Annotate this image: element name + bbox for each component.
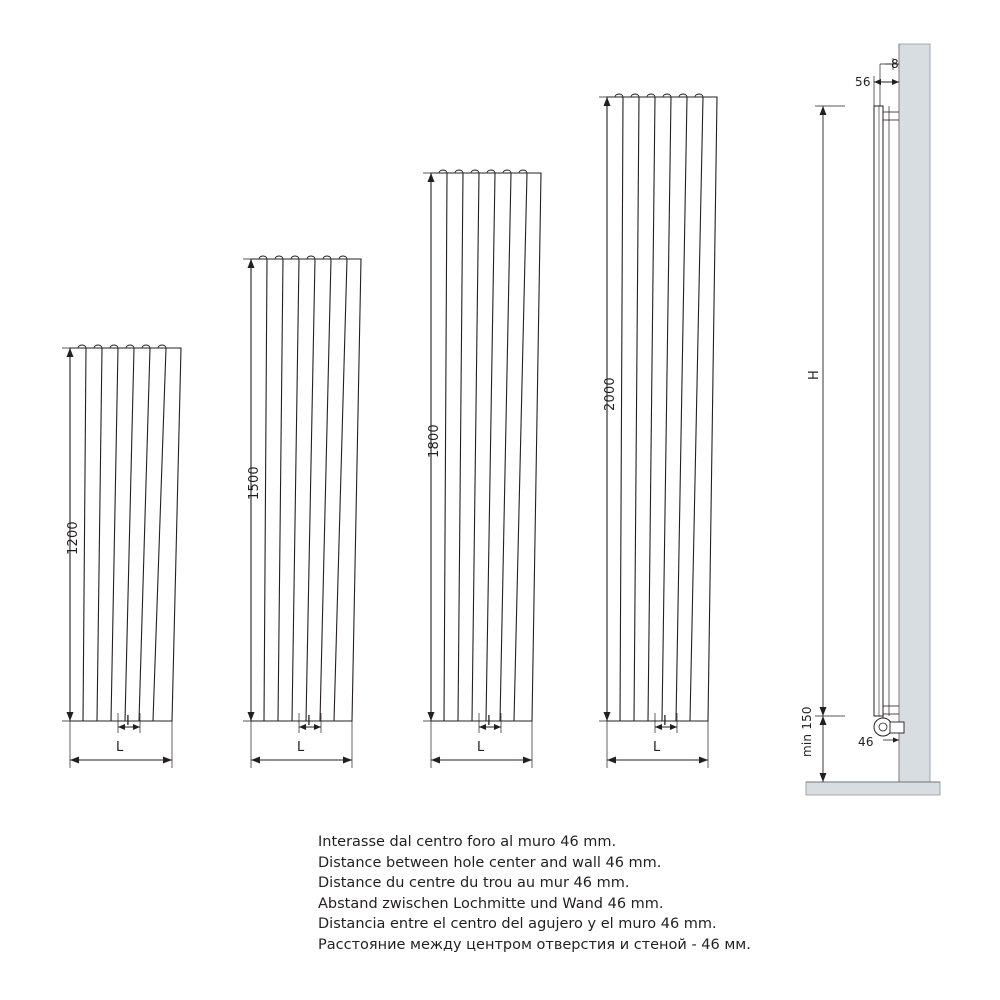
width-label-2000: L xyxy=(653,740,661,755)
width-label-1500: L xyxy=(297,740,305,755)
radiator-2000 xyxy=(599,94,717,768)
height-label-2000: 2000 xyxy=(603,377,618,411)
radiator-1800 xyxy=(423,170,541,768)
side-height-label: H xyxy=(807,370,822,380)
height-label-1800: 1800 xyxy=(427,424,442,458)
interaxis-label-2000: I xyxy=(663,714,668,729)
panel-thickness-label: 8 xyxy=(891,57,899,71)
interaxis-label-1200: I xyxy=(126,714,131,729)
caption-fr: Distance du centre du trou au mur 46 mm. xyxy=(318,875,630,891)
caption-de: Abstand zwischen Lochmitte und Wand 46 mm. xyxy=(318,895,664,912)
caption-ru: Расстояние между центром отверстия и стеной - 46 мм. xyxy=(318,936,751,953)
side-view xyxy=(806,44,940,795)
interaxis-label-1500: I xyxy=(307,714,312,729)
width-label-1200: L xyxy=(116,740,124,755)
caption-block xyxy=(318,832,818,955)
interaxis-label-1800: I xyxy=(487,714,492,729)
wall-offset-label: 46 xyxy=(858,735,874,749)
radiator-1500 xyxy=(243,256,361,768)
side-depth-label: 56 xyxy=(855,75,871,89)
floor-clearance-label: min 150 xyxy=(800,706,814,757)
caption-it: Interasse dal centro foro al muro 46 mm. xyxy=(318,834,617,850)
height-label-1500: 1500 xyxy=(247,466,262,500)
radiator-1200 xyxy=(62,345,181,768)
height-label-1200: 1200 xyxy=(66,521,81,555)
caption-en: Distance between hole center and wall 46 mm. xyxy=(318,854,662,871)
caption-es: Distancia entre el centro del agujero y el muro 46 mm. xyxy=(318,916,717,932)
width-label-1800: L xyxy=(477,740,485,755)
